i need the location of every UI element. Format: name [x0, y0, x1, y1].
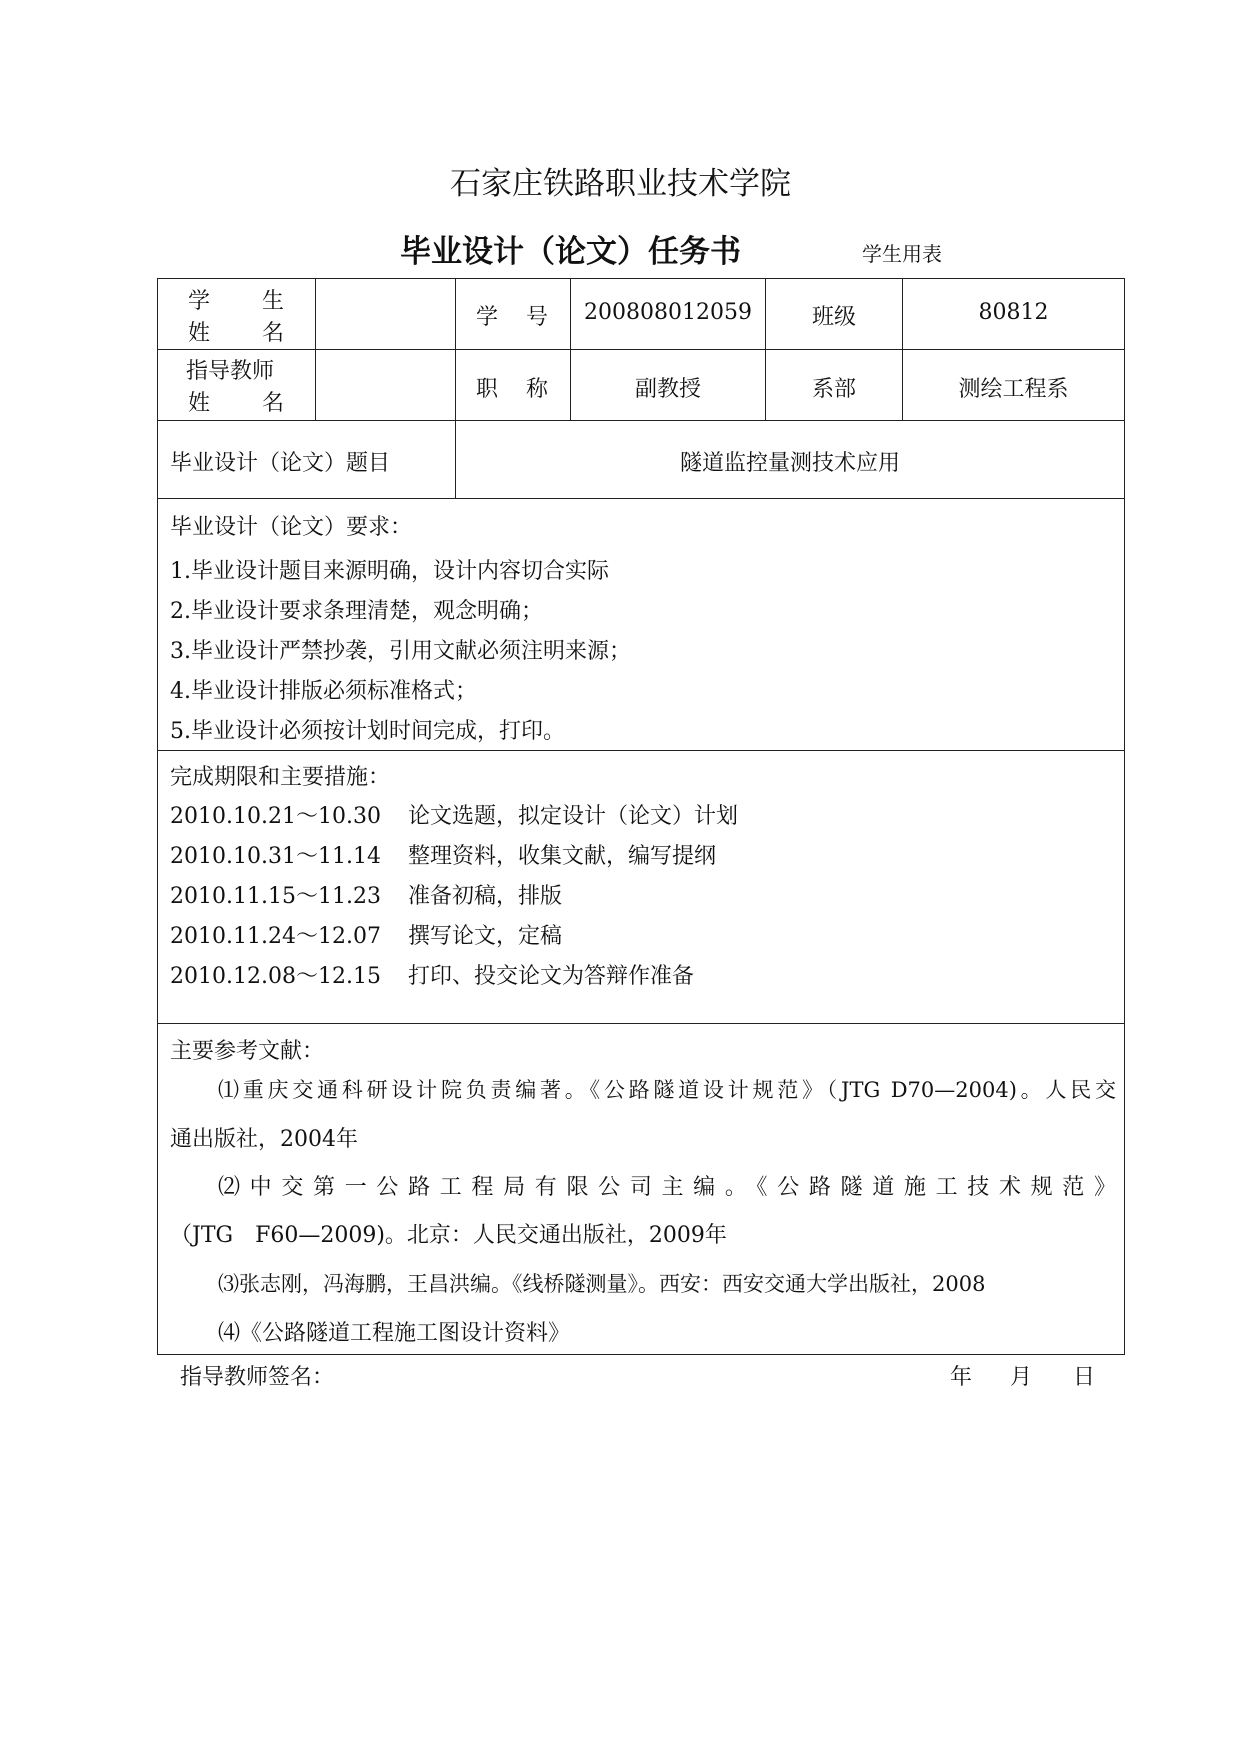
schedule-task: 打印、投交论文为答辩作准备 [408, 964, 695, 989]
list-item [170, 879, 562, 910]
student-id-value: 200808012059 [584, 300, 752, 325]
schedule-task: 整理资料，收集文献，编写提纲 [408, 844, 717, 869]
advisor-signature-label: 指导教师签名： [180, 1365, 335, 1390]
class-label: 班级 [811, 305, 856, 330]
document-title: 毕业设计（论文）任务书 [400, 234, 741, 270]
class-value: 80812 [978, 300, 1049, 325]
topic-value: 隧道监控量测技术应用 [679, 451, 900, 476]
schedule-date: 2010.10.21～10.30 [170, 804, 381, 829]
date-month-label: 月 [1010, 1365, 1033, 1390]
advisor-name-label-bottom: 姓 名 [188, 391, 284, 416]
student-id-label: 学 号 [476, 305, 548, 330]
student-name-value [316, 300, 454, 330]
reference-item-continued: （JTG F60—2009)。北京：人民交通出版社，2009年 [170, 1223, 727, 1248]
schedule-task: 论文选题，拟定设计（论文）计划 [408, 804, 739, 829]
advisor-name-label-top: 指导教师 [186, 359, 275, 384]
list-item: 1.毕业设计题目来源明确，设计内容切合实际 [170, 559, 609, 584]
schedule-heading: 完成期限和主要措施： [170, 765, 391, 790]
reference-item: ⑴重庆交通科研设计院负责编著。《公路隧道设计规范》（JTG D70—2004)。人民交 [218, 1078, 1116, 1102]
form-type-label: 学生用表 [862, 242, 942, 266]
list-item [170, 799, 738, 830]
advisor-name-value [316, 372, 454, 402]
department-value: 测绘工程系 [958, 377, 1069, 402]
list-item [170, 919, 562, 950]
list-item: 5.毕业设计必须按计划时间完成，打印。 [170, 719, 565, 744]
schedule-date: 2010.12.08～12.15 [170, 964, 381, 989]
requirements-heading: 毕业设计（论文）要求： [170, 515, 413, 540]
topic-label: 毕业设计（论文）题目 [170, 451, 391, 476]
list-item: 4.毕业设计排版必须标准格式； [170, 679, 477, 704]
references-heading: 主要参考文献： [170, 1039, 325, 1064]
list-item [170, 959, 694, 990]
department-label: 系部 [811, 377, 856, 402]
date-day-label: 日 [1073, 1365, 1096, 1390]
list-item: 2.毕业设计要求条理清楚，观念明确； [170, 599, 543, 624]
schedule-date: 2010.11.24～12.07 [170, 924, 381, 949]
rank-label: 职 称 [476, 377, 548, 402]
schedule-date: 2010.11.15～11.23 [170, 884, 381, 909]
schedule-task: 撰写论文，定稿 [408, 924, 563, 949]
list-item: 3.毕业设计严禁抄袭，引用文献必须注明来源； [170, 639, 631, 664]
schedule-task: 准备初稿，排版 [408, 884, 563, 909]
reference-item: ⑵中交第一公路工程局有限公司主编。《公路隧道施工技术规范》 [218, 1175, 1116, 1200]
student-name-label-bottom: 姓 名 [188, 321, 284, 346]
reference-item: ⑷《公路隧道工程施工图设计资料》 [218, 1321, 571, 1346]
reference-item: ⑶张志刚，冯海鹏，王昌洪编。《线桥隧测量》。西安：西安交通大学出版社，2008 [218, 1272, 986, 1296]
schedule-date: 2010.10.31～11.14 [170, 844, 381, 869]
date-year-label: 年 [950, 1365, 973, 1390]
school-name: 石家庄铁路职业技术学院 [450, 166, 791, 202]
rank-value: 副教授 [634, 377, 701, 402]
reference-item-continued: 通出版社，2004年 [170, 1127, 358, 1152]
list-item [170, 839, 716, 870]
student-name-label-top: 学 生 [188, 289, 284, 314]
